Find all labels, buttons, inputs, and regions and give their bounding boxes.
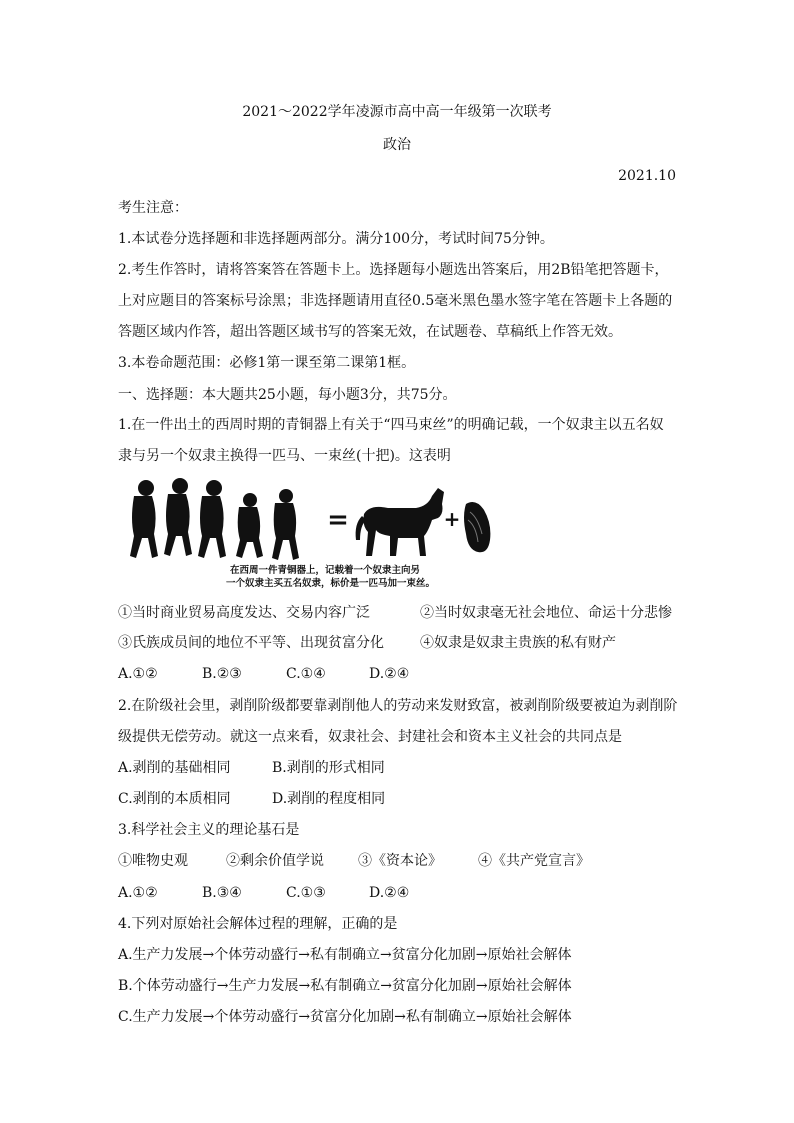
exam-date: 2021.10 xyxy=(618,168,676,184)
q3-statement-2: ②剩余价值学说 xyxy=(226,853,324,869)
q3-statement-1: ①唯物史观 xyxy=(118,853,188,869)
q1-option-a: A.①② xyxy=(118,666,158,682)
q1-stem-line-1: 1.在一件出土的西周时期的青铜器上有关于“四马束丝”的明确记载，一个奴隶主以五名奴 xyxy=(118,417,664,433)
q3-stem: 3.科学社会主义的理论基石是 xyxy=(118,822,300,838)
q4-option-a: A.生产力发展→个体劳动盛行→私有制确立→贫富分化加剧→原始社会解体 xyxy=(118,947,572,963)
q4-stem: 4.下列对原始社会解体过程的理解，正确的是 xyxy=(118,916,398,932)
slave-figure-icon xyxy=(164,478,192,556)
notice-item-3: 3.本卷命题范围：必修1第一课至第二课第1框。 xyxy=(118,355,416,371)
slave-figure-icon xyxy=(236,493,263,558)
notice-item-2-line-2: 上对应题目的答案标号涂黑；非选择题请用直径0.5毫米黑色墨水签字笔在答题卡上各题的 xyxy=(118,293,673,309)
notice-item-2-line-1: 2.考生作答时，请将答案答在答题卡上。选择题每小题选出答案后，用2B铅笔把答题卡， xyxy=(118,262,669,278)
q2-option-b: B.剥削的形式相同 xyxy=(272,760,385,776)
q3-option-b: B.③④ xyxy=(202,885,242,901)
q1-statement-3: ③氏族成员间的地位不平等、出现贫富分化 xyxy=(118,635,384,651)
slave-figure-icon xyxy=(130,480,158,558)
notice-item-1: 1.本试卷分选择题和非选择题两部分。满分100分，考试时间75分钟。 xyxy=(118,231,554,247)
q2-stem-line-1: 2.在阶级社会里，剥削阶级都要靠剥削他人的劳动来发财致富，被剥削阶级要被迫为剥削阶 xyxy=(118,698,678,714)
horse-icon xyxy=(356,488,444,556)
q1-option-c: C.①④ xyxy=(286,666,326,682)
silk-bundle-icon xyxy=(464,502,490,552)
q1-statement-1: ①当时商业贸易高度发达、交易内容广泛 xyxy=(118,605,370,621)
q4-option-c: C.生产力发展→个体劳动盛行→贫富分化加剧→私有制确立→原始社会解体 xyxy=(118,1009,572,1025)
slave-figure-icon xyxy=(272,489,299,560)
exam-title: 2021～2022学年凌源市高中高一年级第一次联考 xyxy=(242,104,552,120)
q3-option-c: C.①③ xyxy=(286,885,326,901)
slaves-silhouettes xyxy=(130,478,299,560)
plus-sign: + xyxy=(443,507,461,531)
q4-option-b: B.个体劳动盛行→生产力发展→私有制确立→贫富分化加剧→原始社会解体 xyxy=(118,978,572,994)
figure-caption-line-1: 在西周一件青铜器上，记载着一个奴隶主向另 xyxy=(230,565,421,576)
q2-option-c: C.剥削的本质相同 xyxy=(118,791,231,807)
q2-option-d: D.剥削的程度相同 xyxy=(272,791,386,807)
q3-statement-4: ④《共产党宣言》 xyxy=(478,853,590,869)
q1-stem-line-2: 隶与另一个奴隶主换得一匹马、一束丝(十把)。这表明 xyxy=(118,448,451,464)
slaves-horse-silk-illustration xyxy=(126,474,498,594)
q1-statement-4: ④奴隶是奴隶主贵族的私有财产 xyxy=(420,635,616,651)
figure-caption-line-2: 一个奴隶主买五名奴隶，标价是一匹马加一束丝。 xyxy=(226,578,436,589)
q1-option-b: B.②③ xyxy=(202,666,242,682)
q3-option-d: D.②④ xyxy=(369,885,410,901)
section-heading: 一、选择题：本大题共25小题，每小题3分，共75分。 xyxy=(118,387,457,403)
q1-figure xyxy=(126,474,498,594)
q2-stem-line-2: 级提供无偿劳动。就这一点来看，奴隶社会、封建社会和资本主义社会的共同点是 xyxy=(118,729,622,745)
q3-statement-3: ③《资本论》 xyxy=(358,853,442,869)
q2-option-a: A.剥削的基础相同 xyxy=(118,760,231,776)
notice-item-2-line-3: 答题区域内作答，超出答题区域书写的答案无效，在试题卷、草稿纸上作答无效。 xyxy=(118,324,622,340)
q1-statement-2: ②当时奴隶毫无社会地位、命运十分悲惨 xyxy=(420,605,672,621)
q3-option-a: A.①② xyxy=(118,885,158,901)
subject-title: 政治 xyxy=(383,137,411,153)
notice-heading: 考生注意： xyxy=(118,200,188,216)
equals-sign: = xyxy=(327,505,349,535)
slave-figure-icon xyxy=(198,480,226,558)
q1-option-d: D.②④ xyxy=(369,666,410,682)
